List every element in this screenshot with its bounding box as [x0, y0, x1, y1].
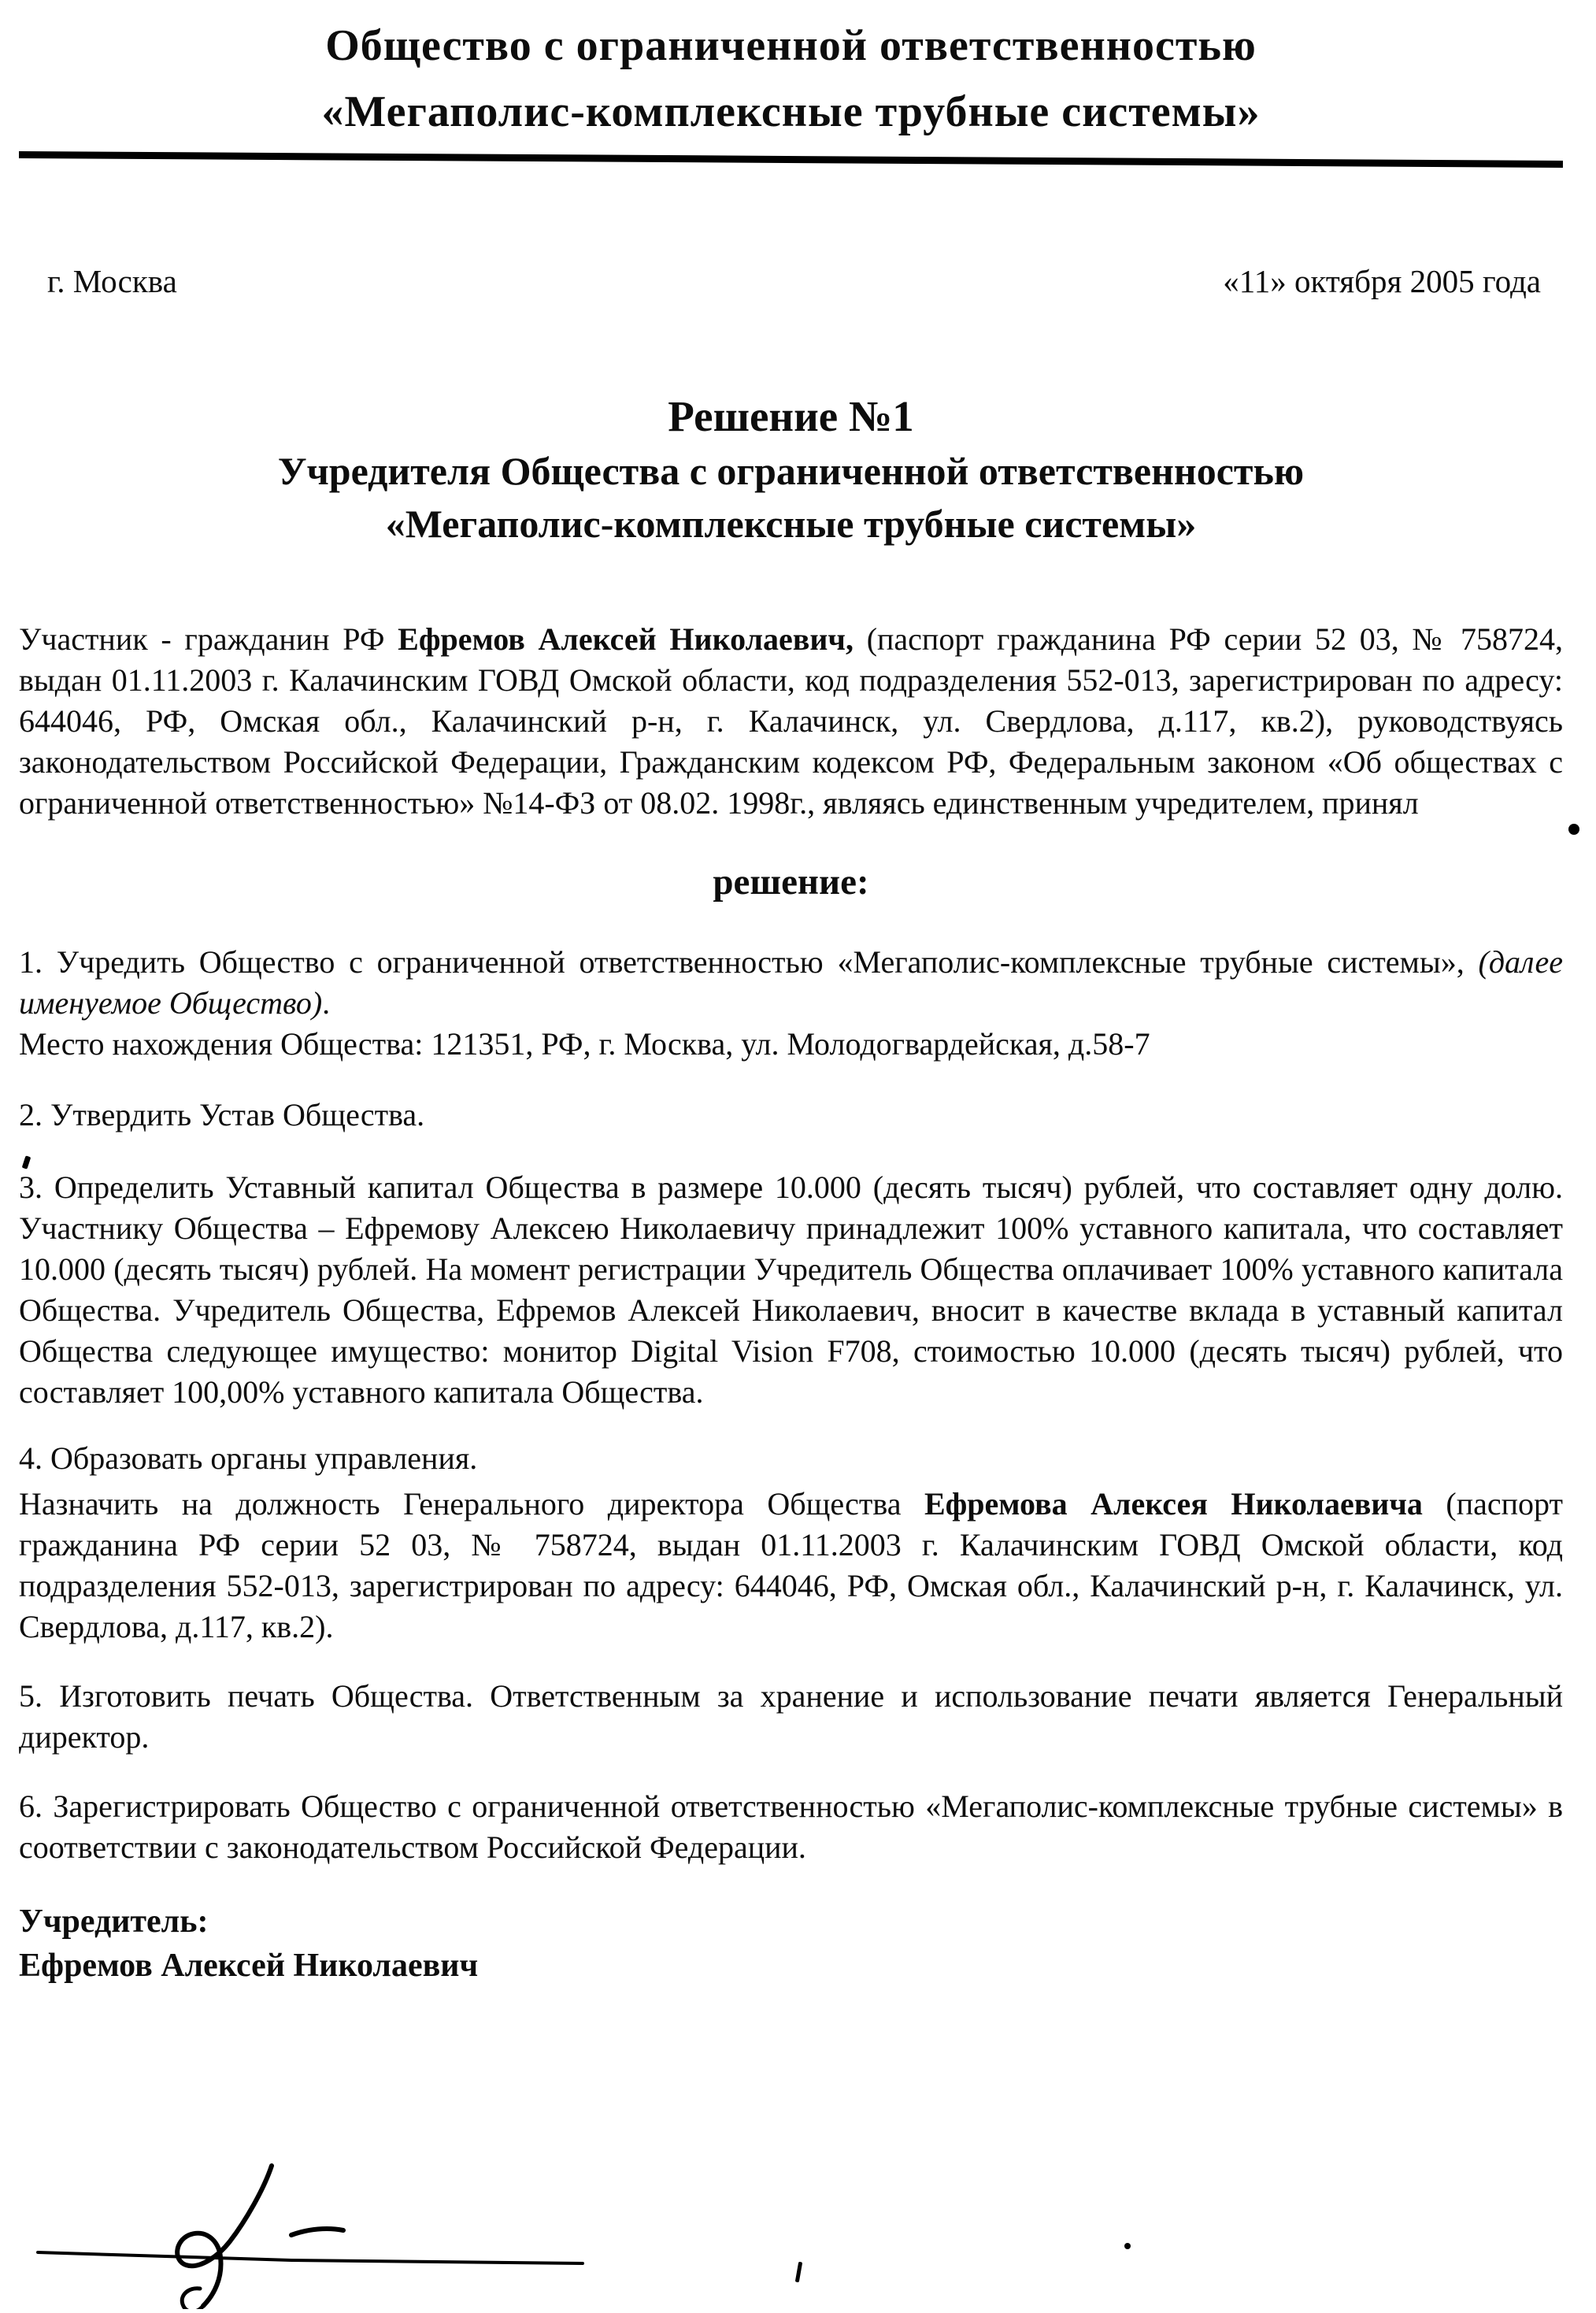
resolution-item-1 — [19, 942, 1563, 1065]
founder-signature — [31, 2159, 598, 2309]
signature-stroke — [177, 2166, 272, 2306]
founder-full-name: Ефремов Алексей Николаевич — [19, 1947, 479, 1984]
resolution-heading: решение: — [713, 861, 869, 903]
founder-block — [19, 1900, 1563, 1988]
director-name-inline: Ефремова Алексея Николаевича — [924, 1485, 1423, 1522]
resolution-item-6: 6. Зарегистрировать Общество с ограниченной ответственностью «Мегаполис-комплексные трубные системы» в соответствии с законодательством Российской Федерации. — [19, 1788, 1563, 1865]
scan-dot-artifact — [1568, 824, 1579, 835]
signature-dash — [291, 2229, 343, 2235]
city-label: г. Москва — [47, 263, 177, 299]
preamble-part2: (паспорт гражданина РФ серии 52 03, № 758724, выдан 01.11.2003 г. Калачинским ГОВД Омской области, код подразделения 552-013, зарегистрирован по адресу: 644046, РФ, Омская обл., Калачинский р-н, г. Калачинск, ул. Свердлова, д.117, кв.2), руководствуясь законодательством Российской Федерации, Гражданским кодексом РФ, Федеральным законом «Об обществах с ограниченной ответственностью» №14-ФЗ от 08.02. 1998г., являясь единственным учредителем, принял — [19, 621, 1564, 821]
founder-label: Учредитель: — [19, 1903, 209, 1940]
signature-underline — [38, 2252, 583, 2263]
document-title — [19, 388, 1563, 551]
resolution-item-4-body — [19, 1484, 1563, 1648]
item1-text: 1. Учредить Общество с ограниченной ответственностью «Мегаполис-комплексные трубные системы», — [19, 943, 1479, 980]
item1-tail: . — [322, 984, 331, 1021]
title-line-1: Решение №1 — [668, 392, 914, 440]
founder-name-inline: Ефремов Алексей Николаевич, — [398, 621, 854, 657]
meta-row — [19, 262, 1563, 300]
signature-svg — [31, 2159, 598, 2309]
letterhead-line-1: Общество с ограниченной ответственностью — [325, 21, 1257, 70]
letterhead-divider — [19, 151, 1563, 168]
resolution-item-5: 5. Изготовить печать Общества. Ответственным за хранение и использование печати является Генеральный директор. — [19, 1677, 1563, 1755]
item4-part2: (паспорт гражданина РФ серии 52 03, № 758724, выдан 01.11.2003 г. Калачинским ГОВД Омской области, код подразделения 552-013, зарегистрирован по адресу: 644046, РФ, Омская обл., Калачинский р-н, г. Калачинск, ул. Свердлова, д.117, кв.2). — [19, 1485, 1563, 1644]
preamble-part1: Участник - гражданин РФ — [19, 621, 398, 657]
scan-dot-artifact — [1124, 2243, 1131, 2249]
title-line-3: «Мегаполис-комплексные трубные системы» — [385, 502, 1197, 546]
item1-italic-note: (далее именуемое Общество) — [19, 943, 1563, 1021]
letterhead — [19, 13, 1563, 145]
date-label: «11» октября 2005 года — [1223, 263, 1541, 299]
letterhead-line-2: «Мегаполис-комплексные трубные системы» — [321, 87, 1261, 136]
item1-location: Место нахождения Общества: 121351, РФ, г. Москва, ул. Молодогвардейская, д.58-7 — [19, 1025, 1150, 1062]
preamble-paragraph — [19, 619, 1563, 824]
title-line-2: Учредителя Общества с ограниченной ответственностью — [277, 448, 1305, 493]
resolution-item-2: 2. Утвердить Устав Общества. — [19, 1096, 425, 1132]
signature-loop — [182, 2289, 203, 2309]
resolution-item-4-heading: 4. Образовать органы управления. — [19, 1440, 478, 1476]
item4-part1: Назначить на должность Генерального директора Общества — [19, 1485, 924, 1522]
resolution-item-3: 3. Определить Уставный капитал Общества в размере 10.000 (десять тысяч) рублей, что составляет одну долю. Участнику Общества – Ефремову Алексею Николаевичу принадлежит 100% уставного капитала, что составляет 10.000 (десять тысяч) рублей. На момент регистрации Учредитель Общества оплачивает 100% уставного капитала Общества. Учредитель Общества, Ефремов Алексей Николаевич, вносит в качестве вклада в уставный капитал Общества следующее имущество: монитор Digital Vision F708, стоимостью 10.000 (десять тысяч) рублей, что составляет 100,00% уставного капитала Общества. — [19, 1169, 1563, 1410]
